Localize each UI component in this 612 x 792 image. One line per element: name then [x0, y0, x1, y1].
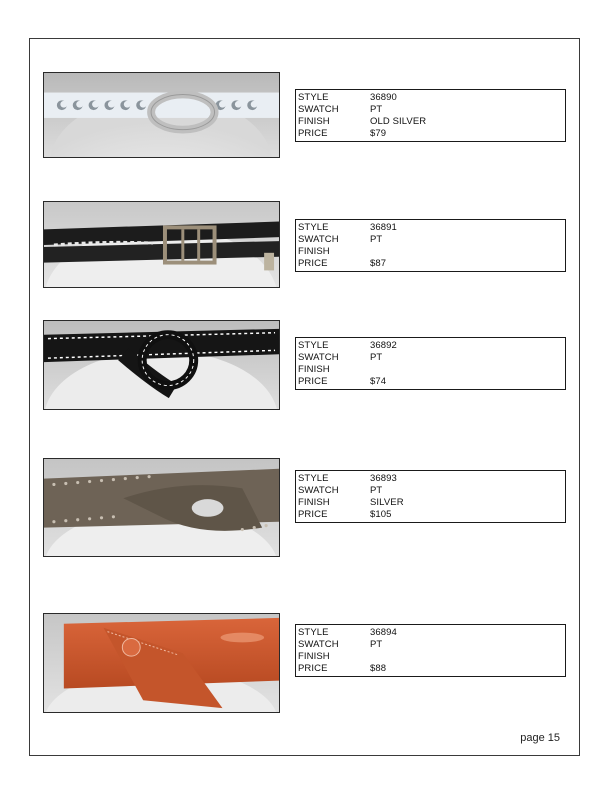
finish-label: FINISH: [298, 496, 330, 508]
finish-label: FINISH: [298, 650, 330, 662]
style-row: [298, 339, 565, 351]
style-label: STYLE: [298, 472, 329, 484]
price-row: [298, 127, 565, 139]
swatch-row: [298, 103, 565, 115]
spec-table-36892: [295, 337, 566, 390]
style-label: STYLE: [298, 91, 329, 103]
spec-table-36891: [295, 219, 566, 272]
style-value: 36890: [370, 91, 397, 103]
price-label: PRICE: [298, 662, 328, 674]
style-value: 36893: [370, 472, 397, 484]
price-value: $87: [370, 257, 387, 269]
price-label: PRICE: [298, 257, 328, 269]
style-row: [298, 91, 565, 103]
price-row: [298, 257, 565, 269]
style-value: 36891: [370, 221, 397, 233]
finish-row: [298, 496, 565, 508]
style-row: [298, 472, 565, 484]
finish-label: FINISH: [298, 363, 330, 375]
finish-row: [298, 650, 565, 662]
style-label: STYLE: [298, 339, 329, 351]
page-number: page 15: [520, 732, 560, 744]
swatch-label: SWATCH: [298, 484, 339, 496]
spec-table-36893: [295, 470, 566, 523]
price-row: [298, 662, 565, 674]
swatch-row: [298, 351, 565, 363]
price-label: PRICE: [298, 375, 328, 387]
price-label: PRICE: [298, 508, 328, 520]
style-row: [298, 626, 565, 638]
swatch-value: PT: [370, 351, 383, 363]
price-value: $74: [370, 375, 387, 387]
price-value: $88: [370, 662, 387, 674]
product-photo-36894: [43, 613, 280, 713]
product-photo-36892: [43, 320, 280, 410]
style-value: 36892: [370, 339, 397, 351]
swatch-value: PT: [370, 638, 383, 650]
price-label: PRICE: [298, 127, 328, 139]
price-row: [298, 375, 565, 387]
finish-value: OLD SILVER: [370, 115, 427, 127]
price-value: $105: [370, 508, 392, 520]
spec-table-36894: [295, 624, 566, 677]
finish-row: [298, 363, 565, 375]
swatch-value: PT: [370, 233, 383, 245]
style-row: [298, 221, 565, 233]
spec-table-36890: [295, 89, 566, 142]
finish-row: [298, 245, 565, 257]
product-photo-36893: [43, 458, 280, 557]
style-label: STYLE: [298, 626, 329, 638]
product-photo-36890: [43, 72, 280, 158]
swatch-label: SWATCH: [298, 103, 339, 115]
style-value: 36894: [370, 626, 397, 638]
style-label: STYLE: [298, 221, 329, 233]
finish-label: FINISH: [298, 115, 330, 127]
product-photo-36891: [43, 201, 280, 288]
swatch-value: PT: [370, 484, 383, 496]
price-row: [298, 508, 565, 520]
finish-label: FINISH: [298, 245, 330, 257]
swatch-label: SWATCH: [298, 233, 339, 245]
swatch-row: [298, 484, 565, 496]
swatch-label: SWATCH: [298, 638, 339, 650]
finish-value: SILVER: [370, 496, 404, 508]
finish-row: [298, 115, 565, 127]
swatch-label: SWATCH: [298, 351, 339, 363]
swatch-row: [298, 638, 565, 650]
price-value: $79: [370, 127, 387, 139]
swatch-value: PT: [370, 103, 383, 115]
swatch-row: [298, 233, 565, 245]
